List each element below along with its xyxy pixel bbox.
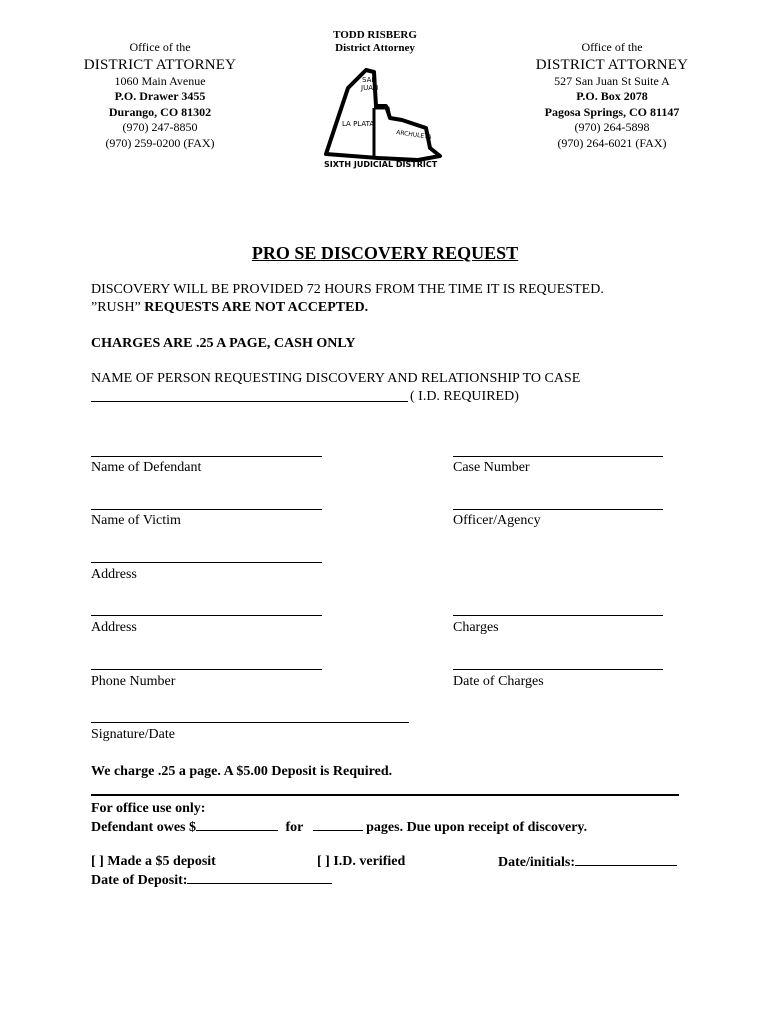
requester-label: NAME OF PERSON REQUESTING DISCOVERY AND RELATIONSHIP TO CASE — [91, 371, 581, 386]
id-required-label: ( I.D. REQUIRED) — [410, 389, 519, 404]
da-name: TODD RISBERG — [333, 29, 417, 41]
date-of-deposit-blank[interactable] — [187, 871, 332, 884]
case-number-label: Case Number — [453, 460, 530, 475]
owes-prefix: Defendant owes $ — [91, 820, 196, 835]
logo-label-san: SAN — [362, 76, 377, 84]
page-title: PRO SE DISCOVERY REQUEST — [251, 243, 519, 263]
phone-input-line[interactable] — [91, 669, 322, 670]
logo-label-juan: JUAN — [361, 84, 379, 92]
right-address2: P.O. Box 2078 — [576, 89, 648, 103]
victim-input-line[interactable] — [91, 509, 322, 510]
officer-agency-input-line[interactable] — [453, 509, 663, 510]
requester-input-line[interactable] — [91, 401, 408, 402]
left-address2: P.O. Drawer 3455 — [114, 89, 206, 103]
date-of-deposit-field — [91, 871, 332, 890]
left-address1: 1060 Main Avenue — [114, 73, 206, 88]
owes-suffix: pages. Due upon receipt of discovery. — [366, 820, 588, 835]
date-initials-blank[interactable] — [575, 853, 677, 866]
owes-amount-blank[interactable] — [196, 818, 278, 831]
section-divider — [91, 794, 679, 796]
notice-line1: DISCOVERY WILL BE PROVIDED 72 HOURS FROM THE TIME IT IS REQUESTED. — [91, 282, 604, 297]
owes-line — [91, 818, 587, 837]
left-phone: (970) 247-8850 — [122, 120, 198, 134]
deposit-notice: We charge .25 a page. A $5.00 Deposit is Required. — [91, 764, 393, 779]
notice-rush-prefix: ”RUSH” — [91, 300, 145, 315]
phone-label: Phone Number — [91, 674, 176, 689]
notice-rush-bold: REQUESTS ARE NOT ACCEPTED. — [144, 300, 369, 315]
right-address1: 527 San Juan St Suite A — [554, 73, 670, 88]
owes-pages-blank[interactable] — [313, 818, 363, 831]
left-office-title: DISTRICT ATTORNEY — [83, 56, 237, 73]
defendant-label: Name of Defendant — [91, 460, 202, 475]
date-of-charges-input-line[interactable] — [453, 669, 663, 670]
right-office-block — [512, 40, 712, 151]
charges-input-line[interactable] — [453, 615, 663, 616]
date-of-charges-label: Date of Charges — [453, 674, 544, 689]
right-city: Pagosa Springs, CO 81147 — [544, 104, 680, 119]
map-outline — [326, 70, 440, 160]
right-office-of: Office of the — [581, 40, 643, 54]
id-verified-checkbox[interactable]: [ ] I.D. verified — [317, 854, 406, 869]
address1-label: Address — [91, 567, 137, 582]
center-header — [305, 29, 445, 55]
left-office-of: Office of the — [129, 40, 191, 54]
left-office-block — [60, 40, 260, 151]
logo-label-archuleta: ARCHULETA — [395, 129, 432, 141]
date-of-deposit-label: Date of Deposit: — [91, 873, 188, 888]
left-city: Durango, CO 81302 — [108, 104, 212, 119]
officer-agency-label: Officer/Agency — [453, 513, 541, 528]
charges-notice: CHARGES ARE .25 A PAGE, CASH ONLY — [91, 336, 356, 351]
signature-date-label: Signature/Date — [91, 727, 175, 742]
date-initials-label: Date/initials: — [498, 855, 575, 870]
address2-input-line[interactable] — [91, 615, 322, 616]
defendant-input-line[interactable] — [91, 456, 322, 457]
address2-label: Address — [91, 620, 137, 635]
right-phone: (970) 264-5898 — [574, 120, 650, 134]
da-role: District Attorney — [335, 42, 415, 54]
deposit-checkbox[interactable]: [ ] Made a $5 deposit — [91, 854, 216, 869]
left-fax: (970) 259-0200 (FAX) — [105, 135, 215, 150]
case-number-input-line[interactable] — [453, 456, 663, 457]
right-fax: (970) 264-6021 (FAX) — [557, 135, 667, 150]
right-office-title: DISTRICT ATTORNEY — [535, 56, 689, 73]
victim-label: Name of Victim — [91, 513, 181, 528]
charges-label: Charges — [453, 620, 499, 635]
owes-for: for — [285, 820, 304, 835]
address1-input-line[interactable] — [91, 562, 322, 563]
date-initials-field — [498, 853, 677, 872]
office-use-heading: For office use only: — [91, 801, 206, 816]
judicial-district-map-logo — [318, 66, 446, 170]
logo-label-la-plata: LA PLATA — [342, 120, 375, 128]
notice-rush — [91, 299, 368, 317]
signature-input-line[interactable] — [91, 722, 409, 723]
logo-label-district: SIXTH JUDICIAL DISTRICT — [324, 160, 438, 169]
